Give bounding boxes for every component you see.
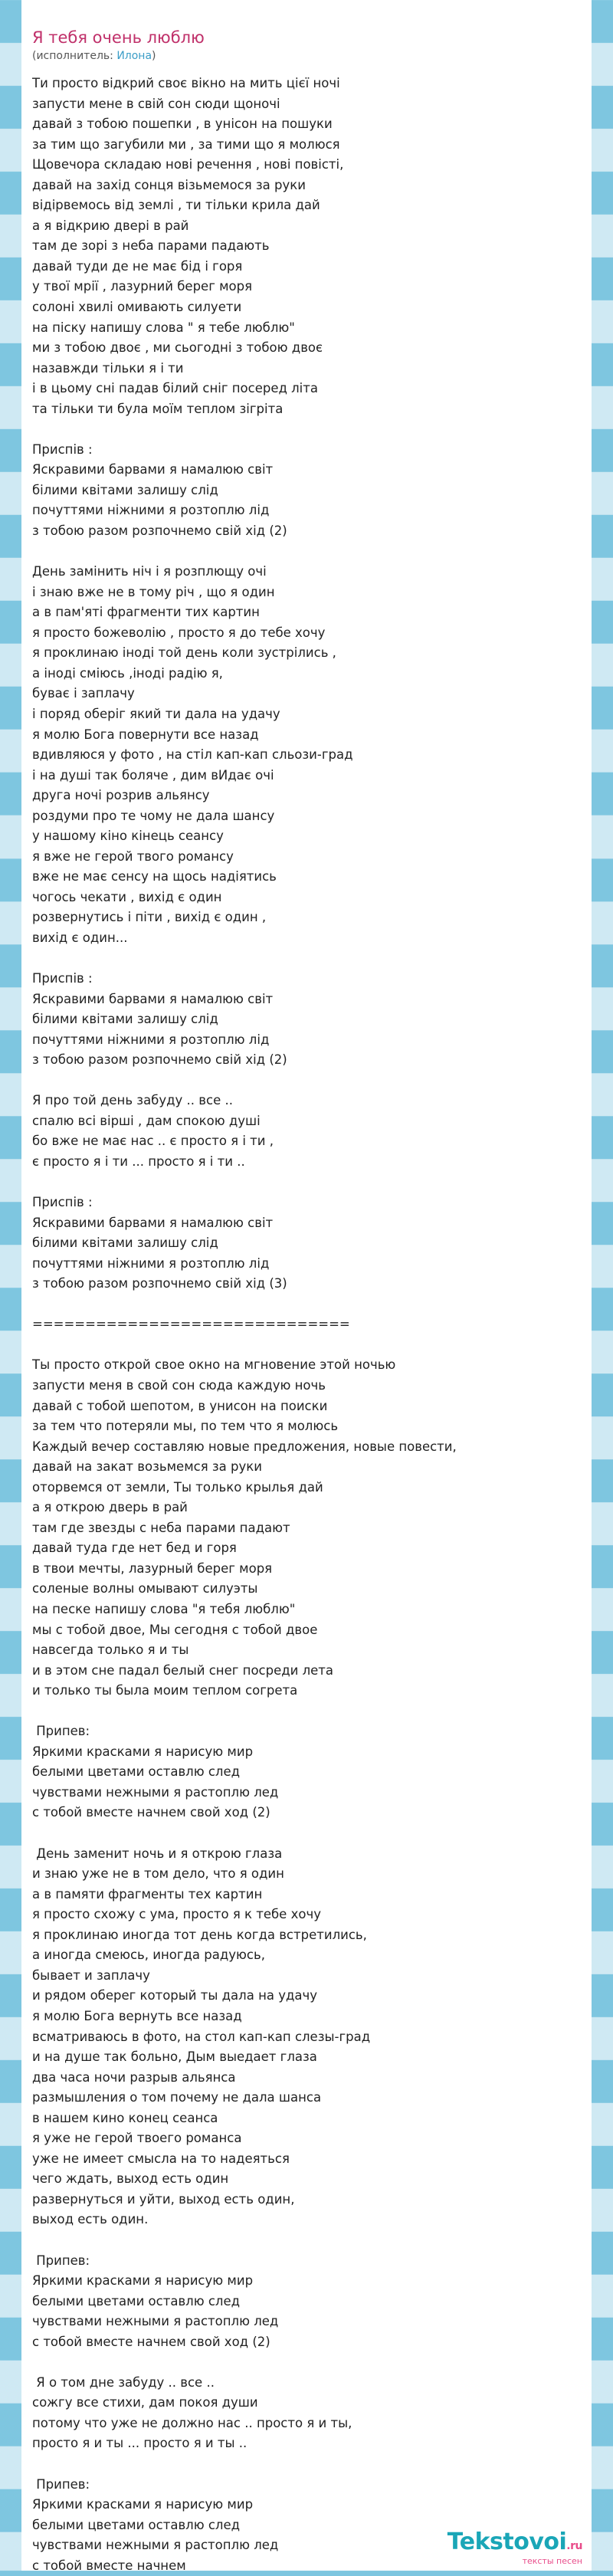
lyrics-line: просто я и ты ... просто я и ты .. — [32, 2436, 247, 2451]
lyrics-line: почуттями ніжними я розтоплю лід — [32, 1032, 270, 1047]
lyrics-line: солоні хвилі омивають силуети — [32, 300, 242, 315]
lyrics-line: почуттями ніжними я розтоплю лід — [32, 503, 270, 518]
lyrics-line: білими квітами залишу слід — [32, 1012, 218, 1027]
lyrics-line: роздуми про те чому не дала шансу — [32, 808, 275, 823]
lyrics-line: і знаю вже не в тому річ , що я один — [32, 584, 275, 599]
lyrics-line: назавжди тільки я і ти — [32, 360, 184, 376]
lyrics-line: давай з тобою пошепки , в унісон на пошуки — [32, 116, 333, 132]
lyrics-line: я молю Бога повернути все назад — [32, 727, 259, 742]
lyrics-line — [32, 419, 581, 440]
lyrics-text — [32, 74, 581, 2576]
lyrics-line: Яскравими барвами я намалюю світ — [32, 1215, 274, 1230]
lyrics-line: День заменит ночь и я открою глаза — [32, 1846, 283, 1861]
lyrics-line: мы с тобой двое, Мы сегодня с тобой двое — [32, 1622, 318, 1637]
lyrics-line: а иногда смеюсь, иногда радуюсь, — [32, 1948, 265, 1963]
lyrics-line: Яскравими барвами я намалюю світ — [32, 462, 274, 477]
lyrics-line: почуттями ніжними я розтоплю лід — [32, 1255, 270, 1271]
lyrics-line: с тобой вместе начнем свой ход (2) — [32, 1805, 270, 1820]
lyrics-line: Припев: — [32, 1724, 90, 1739]
lyrics-line: Ти просто відкрий своє вікно на мить цієї ночі — [32, 76, 340, 90]
lyrics-line: з тобою разом розпочнемо свій хід (2) — [32, 1052, 287, 1068]
lyrics-line: Я о том дне забуду .. все .. — [32, 2374, 215, 2390]
lyrics-line: там где звезды с неба парами падают — [32, 1520, 290, 1535]
lyrics-line — [32, 1823, 581, 1844]
lyrics-line: запусти мене в свій сон сюди щоночі — [32, 96, 280, 111]
lyrics-line: и на душе так больно, Дым выедает глаза — [32, 2049, 317, 2065]
lyrics-line: в нашем кино конец сеанса — [32, 2110, 218, 2125]
lyrics-line: Щовечора складаю нові речення , нові повісті, — [32, 157, 344, 172]
lyrics-line: ми з тобою двоє , ми сьогодні з тобою двоє — [32, 340, 323, 356]
lyrics-line: у твої мрії , лазурний берег моря — [32, 279, 253, 294]
lyrics-line: навсегда только я и ты — [32, 1642, 189, 1658]
lyrics-line: Яркими красками я нарисую мир — [32, 1744, 254, 1759]
lyrics-line: Припев: — [32, 2253, 90, 2268]
lyrics-line: вихід є один... — [32, 930, 128, 945]
lyrics-line: Ты просто открой свое окно на мгновение этой ночью — [32, 1357, 396, 1373]
lyrics-line: оторвемся от земли, Ты только крылья дай — [32, 1479, 323, 1495]
lyrics-line — [32, 1701, 581, 1722]
lyrics-page — [21, 0, 592, 2571]
lyrics-line: белыми цветами оставлю след — [32, 2517, 241, 2532]
lyrics-line: за тем что потеряли мы, по тем что я молюсь — [32, 1419, 339, 1434]
performer-suffix: ) — [152, 50, 156, 62]
lyrics-line: і поряд оберіг який ти дала на удачу — [32, 706, 280, 721]
lyrics-line: сожгу все стихи, дам покоя души — [32, 2395, 258, 2410]
lyrics-line: Яркими красками я нарисую мир — [32, 2497, 254, 2512]
site-logo[interactable] — [447, 2530, 582, 2566]
lyrics-line: за тим що загубили ми , за тими що я молюся — [32, 136, 340, 152]
performer-line — [32, 49, 581, 63]
lyrics-line — [32, 1173, 581, 1193]
lyrics-line: уже не имеет смысла на то надеяться — [32, 2151, 290, 2166]
lyrics-line — [32, 1295, 581, 1315]
lyrics-line: друга ночі розрив альянсу — [32, 788, 210, 803]
logo-tld: .ru — [566, 2540, 582, 2552]
lyrics-line: вдивляюся у фото , на стіл кап-кап сльози-град — [32, 747, 353, 763]
lyrics-line — [32, 1071, 581, 1091]
lyrics-line — [32, 2352, 581, 2373]
lyrics-line: чувствами нежными я растоплю лед — [32, 2538, 279, 2553]
lyrics-line: я проклинаю иногда тот день когда встретились, — [32, 1927, 367, 1942]
lyrics-line: давай с тобой шепотом, в унисон на поиски — [32, 1398, 328, 1413]
lyrics-line: спалю всі вірші , дам спокою душі — [32, 1113, 261, 1128]
lyrics-line: давай туда где нет бед и горя — [32, 1541, 237, 1556]
lyrics-line: Я про той день забуду .. все .. — [32, 1093, 233, 1108]
lyrics-line: соленые волны омывают силуэты — [32, 1581, 258, 1596]
lyrics-line: чувствами нежными я растоплю лед — [32, 1784, 279, 1800]
lyrics-line: в твои мечты, лазурный берег моря — [32, 1560, 273, 1576]
lyrics-line: Припев: — [32, 2476, 90, 2492]
lyrics-line: а в памяти фрагменты тех картин — [32, 1886, 263, 1902]
lyrics-line: а я відкрию двері в рай — [32, 218, 189, 233]
lyrics-line: а я открою дверь в рай — [32, 1500, 188, 1515]
song-title: Я тебя очень люблю — [32, 28, 205, 47]
lyrics-line: я молю Бога вернуть все назад — [32, 2008, 242, 2023]
lyrics-line: вже не має сенсу на щось надіятись — [32, 869, 277, 884]
lyrics-line: белыми цветами оставлю след — [32, 1764, 241, 1780]
lyrics-line: с тобой вместе начнем — [32, 2558, 186, 2573]
lyrics-line: я просто божеволію , просто я до тебе хочу — [32, 625, 326, 640]
lyrics-line: и знаю уже не в том дело, что я один — [32, 1866, 284, 1882]
lyrics-line: з тобою разом розпочнемо свій хід (2) — [32, 523, 287, 539]
lyrics-line — [32, 1335, 581, 1356]
lyrics-line: і на душі так боляче , дим вИдає очі — [32, 767, 274, 783]
lyrics-line: развернуться и уйти, выход есть один, — [32, 2191, 295, 2207]
lyrics-line: два часа ночи разрыв альянса — [32, 2069, 236, 2085]
lyrics-line: з тобою разом розпочнемо свій хід (3) — [32, 1276, 287, 1291]
lyrics-line: давай на закат возьмемся за руки — [32, 1459, 262, 1475]
lyrics-line: там де зорі з неба парами падають — [32, 238, 270, 254]
lyrics-line: і в цьому сні падав білий сніг посеред літа — [32, 381, 318, 396]
lyrics-line: выход есть один. — [32, 2212, 149, 2227]
lyrics-line: у нашому кіно кінець сеансу — [32, 829, 224, 844]
lyrics-line: и рядом оберег который ты дала на удачу — [32, 1988, 318, 2003]
lyrics-line: білими квітами залишу слід — [32, 482, 218, 497]
lyrics-line: я вже не герой твого романсу — [32, 848, 234, 864]
lyrics-line: и только ты была моим теплом согрета — [32, 1683, 298, 1698]
lyrics-line: Яркими красками я нарисую мир — [32, 2273, 254, 2289]
lyrics-line: давай туди де не має бід і горя — [32, 258, 243, 274]
lyrics-line: День замінить ніч і я розплющу очі — [32, 564, 267, 579]
lyrics-line: я уже не герой твоего романса — [32, 2131, 242, 2146]
lyrics-line — [32, 542, 581, 563]
lyrics-line — [32, 949, 581, 970]
lyrics-line: Приспів : — [32, 1195, 93, 1210]
logo-tagline: тексты песен — [522, 2556, 582, 2566]
lyrics-line: на піску напишу слова " я тебе люблю" — [32, 320, 295, 335]
lyrics-line: чогось чекати , вихід є один — [32, 889, 222, 904]
lyrics-line: запусти меня в свой сон сюда каждую ночь — [32, 1378, 326, 1393]
lyrics-line: и в этом сне падал белый снег посреди лета — [32, 1662, 334, 1678]
lyrics-line: розвернутись і піти , вихід є один , — [32, 910, 267, 925]
lyrics-line: с тобой вместе начнем свой ход (2) — [32, 2334, 270, 2349]
lyrics-line: ============================== — [32, 1317, 350, 1332]
lyrics-line: на песке напишу слова "я тебя люблю" — [32, 1602, 296, 1617]
lyrics-line — [32, 2230, 581, 2251]
lyrics-line: а в пам'яті фрагменти тих картин — [32, 605, 260, 620]
lyrics-line: всматриваюсь в фото, на стол кап-кап слезы-град — [32, 2029, 371, 2044]
lyrics-line: Каждый вечер составляю новые предложения, новые повести, — [32, 1439, 457, 1454]
lyrics-line: буває і заплачу — [32, 686, 135, 701]
lyrics-line: Яскравими барвами я намалюю світ — [32, 991, 274, 1006]
lyrics-line — [32, 2454, 581, 2475]
lyrics-line: та тільки ти була моїм теплом зігріта — [32, 401, 284, 416]
lyrics-line: Приспів : — [32, 971, 93, 986]
lyrics-line: є просто я і ти ... просто я і ти .. — [32, 1153, 245, 1169]
lyrics-line: Приспів : — [32, 441, 93, 457]
lyrics-line: размышления о том почему не дала шанса — [32, 2090, 322, 2105]
lyrics-line: давай на захід сонця візьмемося за руки — [32, 177, 306, 192]
lyrics-line: потому что уже не должно нас .. просто я и ты, — [32, 2415, 352, 2430]
lyrics-line: я просто схожу с ума, просто я к тебе хочу — [32, 1907, 321, 1922]
logo-name: Tekstovoi — [447, 2528, 567, 2555]
lyrics-line: а іноді сміюсь ,іноді радію я, — [32, 665, 223, 681]
lyrics-line: чувствами нежными я растоплю лед — [32, 2314, 279, 2329]
lyrics-line: белыми цветами оставлю след — [32, 2293, 241, 2309]
lyrics-line: відірвемось від землі , ти тільки крила дай — [32, 198, 320, 213]
lyrics-line: бывает и заплачу — [32, 1967, 150, 1983]
lyrics-line: бо вже не має нас .. є просто я і ти , — [32, 1134, 274, 1149]
performer-prefix: (исполнитель: — [32, 50, 117, 62]
lyrics-line: чего ждать, выход есть один — [32, 2171, 229, 2187]
lyrics-line: я проклинаю іноді той день коли зустрілись , — [32, 645, 336, 661]
lyrics-line: білими квітами залишу слід — [32, 1235, 218, 1251]
performer-link[interactable]: Илона — [116, 50, 152, 62]
